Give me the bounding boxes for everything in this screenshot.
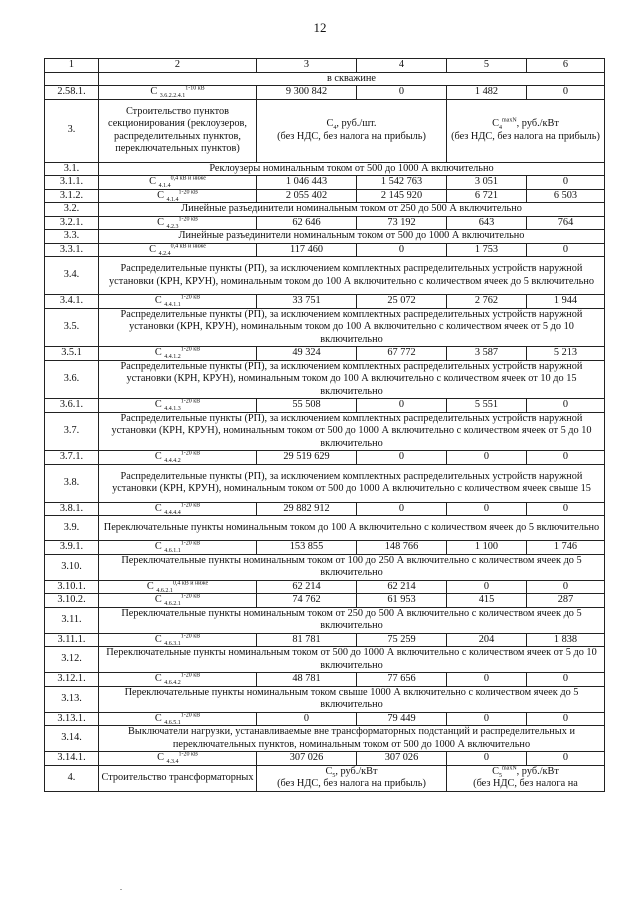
tariff-code-index: 4.4.4.2: [164, 458, 181, 464]
section-description: Линейные разъединители номинальным током от 500 до 1000 А включительно: [99, 230, 605, 244]
max-cost-note: (без НДС, без налога на прибыль): [451, 130, 600, 142]
tariff-code-voltage: 1-20 кВ: [180, 672, 201, 679]
value-cell: 67 772: [357, 347, 447, 361]
table-row: [45, 257, 605, 295]
section-description: Распределительные пункты (РП), за исключением комплектных распределительных устройств наружной установки (КРН, КРУН), номинальным током от 500 до 1000 А включительно с количеством ячеек от 5 до 10 включительно: [99, 412, 605, 451]
section-description: Переключательные пункты номинальным током от 500 до 1000 А включительно с количеством ячеек от 5 до 10 включительно: [99, 647, 605, 673]
table-row: [45, 712, 605, 726]
column-number-3: 3: [257, 59, 357, 73]
row-number: 3.5.: [45, 308, 99, 347]
tariff-code-index: 4.4.1.3: [164, 406, 181, 412]
value-cell: 29 882 912: [257, 502, 357, 516]
value-cell: 0: [447, 673, 527, 687]
tariff-code-index: 4.4.1.2: [164, 354, 181, 360]
value-cell: 148 766: [357, 541, 447, 555]
value-cell: 33 751: [257, 295, 357, 309]
tariff-code-voltage: 1-20 кВ: [178, 189, 198, 196]
max-cost-letter: С: [492, 118, 499, 129]
tariff-code-letter: С: [154, 594, 162, 605]
tariff-code-index: 3.6.2.2.4.1: [159, 93, 186, 99]
row-number: 3.2.1.: [45, 216, 99, 230]
tariff-code: [99, 594, 257, 608]
tariff-code-letter: С: [154, 451, 162, 462]
tariff-code-letter: С: [154, 399, 162, 410]
table-row: [45, 673, 605, 687]
tariff-code: [99, 712, 257, 726]
table-row: [45, 295, 605, 309]
value-cell: 9 300 842: [257, 86, 357, 100]
section-description: Распределительные пункты (РП), за исключением комплектных распределительных устройств наружной установки (КРН, КРУН), номинальным током до 100 А включительно с количеством ячеек от 5 до 10 включительно: [99, 308, 605, 347]
max-cost-note: (без НДС, без налога на: [473, 778, 578, 789]
tariff-code-voltage: 1-10 кВ: [185, 85, 205, 92]
value-cell: 204: [447, 633, 527, 647]
unit-cost-unit: , руб./шт.: [336, 118, 377, 129]
tariff-code-index: 4.6.2.1: [164, 601, 181, 607]
value-cell: 2 762: [447, 295, 527, 309]
table-header-row: [45, 59, 605, 73]
tariff-code-letter: С: [154, 295, 162, 306]
table-row: [45, 647, 605, 673]
value-cell: 1 944: [527, 295, 605, 309]
value-cell: 3 587: [447, 347, 527, 361]
row-number: 3.12.: [45, 647, 99, 673]
unit-cost-header: [257, 99, 447, 162]
max-cost-header: [447, 99, 605, 162]
value-cell: 29 519 629: [257, 451, 357, 465]
value-cell: 0: [357, 243, 447, 257]
section-description: Выключатели нагрузки, устанавливаемые вне трансформаторных подстанций и распределительных и переключательных пунктов, номинальным током от 500 до 1000 А включительно: [99, 726, 605, 752]
row-number: 3.13.1.: [45, 712, 99, 726]
value-cell: 307 026: [257, 752, 357, 766]
table-row: [45, 308, 605, 347]
table-row: [45, 412, 605, 451]
value-cell: 415: [447, 594, 527, 608]
value-cell: 0: [447, 712, 527, 726]
value-cell: 307 026: [357, 752, 447, 766]
row-number: 3.4.: [45, 257, 99, 295]
unit-cost-note: (без НДС, без налога на прибыль): [277, 130, 426, 142]
row-number: 4.: [45, 765, 99, 791]
column-number-6: 6: [527, 59, 605, 73]
value-cell: 0: [447, 502, 527, 516]
row-number: 3.7.: [45, 412, 99, 451]
row-number: 3.3.1.: [45, 243, 99, 257]
tariff-code: [99, 580, 257, 594]
tariff-code-index: 4.6.1.1: [164, 548, 181, 554]
row-number: 3.6.1.: [45, 399, 99, 413]
value-cell: 117 460: [257, 243, 357, 257]
row-number: 3.11.: [45, 607, 99, 633]
column-number-4: 4: [357, 59, 447, 73]
value-cell: 153 855: [257, 541, 357, 555]
max-cost-letter: С: [492, 765, 499, 777]
tariff-code-index: 4.6.3.1: [164, 640, 181, 647]
table-row: [45, 726, 605, 752]
tariff-code: [99, 243, 257, 257]
value-cell: 0: [447, 752, 527, 766]
table-row: [45, 464, 605, 502]
value-cell: 0: [357, 451, 447, 465]
row-number: 3.9.: [45, 516, 99, 541]
row-number: 3.12.1.: [45, 673, 99, 687]
section-title: Строительство трансформаторных: [99, 765, 257, 791]
tariff-code-voltage: 1-20 кВ: [180, 294, 201, 301]
tariff-code: [99, 189, 257, 203]
unit-cost-index: 4: [333, 125, 337, 132]
table-row: [45, 633, 605, 647]
tariff-code-voltage: 0,4 кВ и ниже: [170, 243, 206, 250]
row-number: 2.58.1.: [45, 86, 99, 100]
tariff-code-index: 4.3.4: [166, 759, 179, 765]
table-row: [45, 347, 605, 361]
max-cost-index: 5: [498, 772, 502, 779]
value-cell: 61 953: [357, 594, 447, 608]
section-title: Строительство пунктов секционирования (реклоузеров, распределительных пунктов, переключательных пунктов): [99, 99, 257, 162]
table-row: [45, 516, 605, 541]
tariff-code-voltage: 1-20 кВ: [180, 712, 201, 719]
row-number: 3.1.2.: [45, 189, 99, 203]
tariff-code: [99, 451, 257, 465]
tariff-code-index: 4.2.3: [166, 223, 179, 230]
tariff-code-letter: С: [146, 580, 154, 592]
value-cell: 0: [527, 176, 605, 190]
tariff-code-index: 4.4.4.4: [164, 509, 181, 516]
table-row: [45, 399, 605, 413]
table-row: [45, 216, 605, 230]
table-row: [45, 203, 605, 217]
value-cell: 0: [357, 399, 447, 413]
section-description: Переключательные пункты номинальным током свыше 1000 А включительно с количеством ячеек до 5 включительно: [99, 686, 605, 712]
tariff-code-letter: С: [157, 216, 164, 228]
tariff-code-voltage: 1-20 кВ: [180, 398, 201, 405]
tariff-code-voltage: 1-20 кВ: [180, 633, 201, 640]
tariff-code-letter: С: [150, 86, 158, 97]
value-cell: 0: [527, 399, 605, 413]
max-cost-index: 4: [498, 125, 502, 132]
table-row: [45, 686, 605, 712]
value-cell: 0: [447, 451, 527, 465]
row-number: 3.10.1.: [45, 580, 99, 594]
tariff-code: [99, 295, 257, 309]
tariff-code-letter: С: [149, 176, 156, 187]
max-cost-unit: , руб./кВт: [516, 118, 559, 129]
row-number: 3.14.: [45, 726, 99, 752]
row-number: 3.11.1.: [45, 633, 99, 647]
section-description: в скважине: [99, 72, 605, 86]
table-row: [45, 360, 605, 399]
table-row: [45, 162, 605, 176]
table-row: [45, 230, 605, 244]
tariff-code-letter: С: [154, 712, 162, 724]
table-row: [45, 607, 605, 633]
value-cell: 1 753: [447, 243, 527, 257]
tariff-code-index: 4.4.1.1: [164, 302, 181, 308]
value-cell: 48 781: [257, 673, 357, 687]
tariff-code: [99, 399, 257, 413]
value-cell: 2 145 920: [357, 189, 447, 203]
value-cell: 6 503: [527, 189, 605, 203]
tariff-code-voltage: 1-20 кВ: [180, 450, 201, 457]
max-cost-unit: , руб./кВт: [516, 765, 559, 777]
row-number: 3.10.2.: [45, 594, 99, 608]
value-cell: 0: [527, 712, 605, 726]
page-number: 12: [313, 20, 327, 35]
unit-cost-letter: С: [326, 118, 334, 129]
row-number: 3.6.: [45, 360, 99, 399]
tariff-code-letter: С: [149, 243, 156, 255]
value-cell: 81 781: [257, 633, 357, 647]
value-cell: 0: [527, 243, 605, 257]
column-number-1: 1: [45, 59, 99, 73]
value-cell: 62 214: [357, 580, 447, 594]
table-row: [45, 580, 605, 594]
tariff-code-voltage: 0,4 кВ и ниже: [172, 580, 209, 587]
value-cell: 1 046 443: [257, 176, 357, 190]
tariff-code-letter: С: [154, 541, 162, 552]
value-cell: 287: [527, 594, 605, 608]
table-row: [45, 451, 605, 465]
tariff-code-letter: С: [157, 752, 164, 763]
table-row: [45, 99, 605, 162]
table-row: [45, 176, 605, 190]
section-description: Линейные разъединители номинальным током от 250 до 500 А включительно: [99, 203, 605, 217]
value-cell: 0: [357, 502, 447, 516]
value-cell: 1 100: [447, 541, 527, 555]
row-number: 3.3.: [45, 230, 99, 244]
section-description: Переключательные пункты номинальным током от 250 до 500 А включительно с количеством ячеек до 5 включительно: [99, 607, 605, 633]
value-cell: 0: [257, 712, 357, 726]
value-cell: 0: [527, 451, 605, 465]
row-number: 3.9.1.: [45, 541, 99, 555]
unit-cost-letter: С: [325, 765, 333, 777]
value-cell: 1 746: [527, 541, 605, 555]
row-number: 3.13.: [45, 686, 99, 712]
value-cell: 0: [527, 752, 605, 766]
footer-mark: .: [120, 883, 122, 892]
row-number: [45, 72, 99, 86]
tariff-code-voltage: 1-20 кВ: [180, 346, 201, 353]
tariff-code-index: 4.6.4.2: [164, 680, 181, 686]
unit-cost-header: [257, 765, 447, 791]
section-description: Реклоузеры номинальным током от 500 до 1000 А включительно: [99, 162, 605, 176]
value-cell: 25 072: [357, 295, 447, 309]
value-cell: 49 324: [257, 347, 357, 361]
tariff-code-letter: С: [154, 347, 162, 358]
tariff-code-index: 4.1.4: [166, 196, 179, 203]
row-number: 3.14.1.: [45, 752, 99, 766]
table-row: [45, 86, 605, 100]
table-row: [45, 554, 605, 580]
value-cell: 73 192: [357, 216, 447, 230]
value-cell: 1 542 763: [357, 176, 447, 190]
value-cell: 0: [357, 86, 447, 100]
value-cell: 643: [447, 216, 527, 230]
table-row: [45, 765, 605, 791]
row-number: 3.4.1.: [45, 295, 99, 309]
value-cell: 55 508: [257, 399, 357, 413]
max-cost-header: [447, 765, 605, 791]
value-cell: 0: [527, 86, 605, 100]
section-description: Переключательные пункты номинальным током от 100 до 250 А включительно с количеством ячеек до 5 включительно: [99, 554, 605, 580]
tariff-code-voltage: 0,4 кВ и ниже: [170, 175, 206, 182]
tariff-code: [99, 752, 257, 766]
tariff-code-index: 4.6.5.1: [164, 719, 181, 726]
max-cost-sup: maxN: [501, 765, 517, 772]
value-cell: 5 551: [447, 399, 527, 413]
unit-cost-unit: , руб./кВт: [335, 765, 378, 777]
tariff-code-index: 4.1.4: [158, 183, 171, 189]
tariff-code: [99, 86, 257, 100]
value-cell: 77 656: [357, 673, 447, 687]
value-cell: 62 646: [257, 216, 357, 230]
table-row: [45, 502, 605, 516]
row-number: 3.: [45, 99, 99, 162]
value-cell: 0: [527, 673, 605, 687]
row-number: 3.5.1: [45, 347, 99, 361]
value-cell: 74 762: [257, 594, 357, 608]
tariff-code-voltage: 1-20 кВ: [178, 216, 198, 223]
tariff-code-voltage: 1-20 кВ: [178, 751, 198, 758]
table-row: [45, 189, 605, 203]
tariff-table-body: [45, 59, 605, 792]
value-cell: 75 259: [357, 633, 447, 647]
tariff-code-letter: С: [157, 189, 164, 201]
tariff-code: [99, 176, 257, 190]
table-row: [45, 752, 605, 766]
row-number: 3.8.: [45, 464, 99, 502]
tariff-code: [99, 216, 257, 230]
column-number-5: 5: [447, 59, 527, 73]
tariff-code-letter: С: [154, 502, 162, 514]
row-number: 3.2.: [45, 203, 99, 217]
row-number: 3.10.: [45, 554, 99, 580]
table-row: [45, 243, 605, 257]
tariff-code: [99, 502, 257, 516]
value-cell: 2 055 402: [257, 189, 357, 203]
tariff-code-index: 4.2.4: [158, 250, 171, 257]
table-row: [45, 594, 605, 608]
value-cell: 1 482: [447, 86, 527, 100]
tariff-code-index: 4.6.2.1: [156, 587, 173, 594]
column-number-2: 2: [99, 59, 257, 73]
value-cell: 0: [527, 502, 605, 516]
row-number: 3.1.: [45, 162, 99, 176]
row-number: 3.7.1.: [45, 451, 99, 465]
value-cell: 5 213: [527, 347, 605, 361]
value-cell: 79 449: [357, 712, 447, 726]
max-cost-sup: maxN: [501, 117, 517, 124]
tariff-code-voltage: 1-20 кВ: [180, 593, 201, 600]
value-cell: 62 214: [257, 580, 357, 594]
tariff-code-voltage: 1-20 кВ: [180, 540, 201, 547]
value-cell: 3 051: [447, 176, 527, 190]
tariff-code: [99, 673, 257, 687]
tariff-table: [44, 58, 605, 792]
tariff-code: [99, 541, 257, 555]
value-cell: 6 721: [447, 189, 527, 203]
table-row: [45, 541, 605, 555]
value-cell: 0: [447, 580, 527, 594]
row-number: 3.1.1.: [45, 176, 99, 190]
tariff-code-letter: С: [154, 633, 162, 645]
section-description: Переключательные пункты номинальным током до 100 А включительно с количеством ячеек до 5 включительно: [99, 516, 605, 541]
section-description: Распределительные пункты (РП), за исключением комплектных распределительных устройств наружной установки (КРН, КРУН), номинальным током до 100 А включительно с количеством ячеек от 10 до 15 включительно: [99, 360, 605, 399]
value-cell: 1 838: [527, 633, 605, 647]
tariff-code-letter: С: [154, 673, 162, 684]
row-number: 3.8.1.: [45, 502, 99, 516]
tariff-code-voltage: 1-20 кВ: [180, 502, 201, 509]
value-cell: 0: [527, 580, 605, 594]
section-description: Распределительные пункты (РП), за исключением комплектных распределительных устройств наружной установки (КРН, КРУН), номинальным током от 500 до 1000 А включительно с количеством ячеек свыше 15: [99, 464, 605, 502]
value-cell: 764: [527, 216, 605, 230]
unit-cost-note: (без НДС, без налога на прибыль): [277, 778, 426, 789]
tariff-code: [99, 347, 257, 361]
unit-cost-index: 5: [332, 772, 336, 779]
table-row: [45, 72, 605, 86]
tariff-code: [99, 633, 257, 647]
section-description: Распределительные пункты (РП), за исключением комплектных распределительных устройств наружной установки (КРН, КРУН), номинальным током до 100 А включительно с количеством ячеек до 5 включительно: [99, 257, 605, 295]
